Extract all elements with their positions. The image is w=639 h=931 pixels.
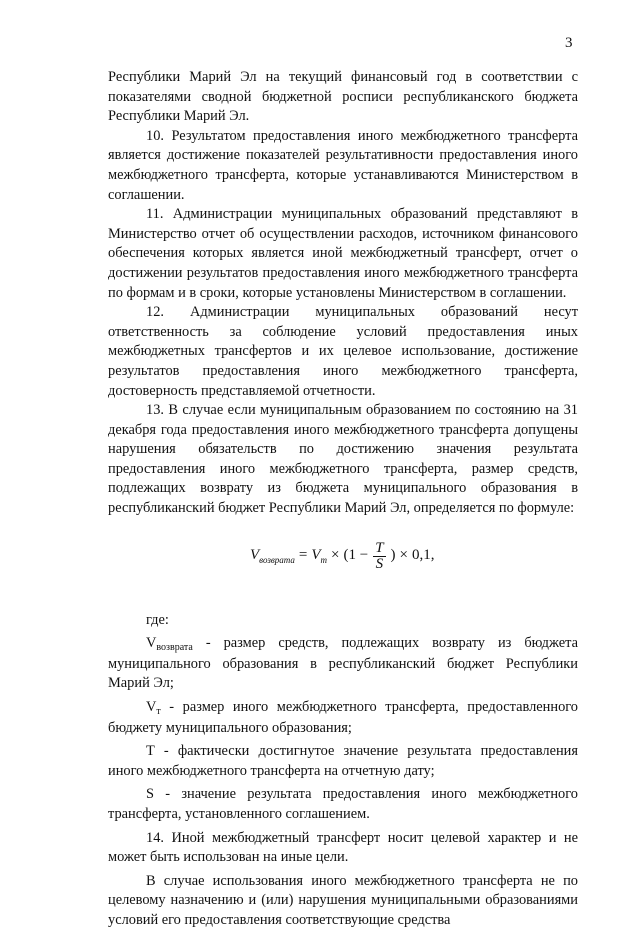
definition-v-return: $V_{возврата}$ - размер средств, подлежащих возврату из бюджета муниципального образования в республиканский бюджет Республики Марий Эл; — [108, 635, 578, 692]
paragraph-11: 11. Администрации муниципальных образований представляют в Министерство отчет об осуществлении расходов, источником финансового обеспечения которых является иной межбюджетный трансферт, отчет о достижении результатов предоставления иного межбюджетного трансферта по формам и в сроки, которые установлены Министерством в соглашении. — [108, 206, 578, 301]
where-label: где: — [146, 611, 169, 628]
paragraph-14: 14. Иной межбюджетный трансферт носит целевой характер и не может быть использован на иные цели. — [108, 829, 578, 866]
formula-times-2: × — [399, 547, 409, 564]
formula-times-1: × — [331, 547, 340, 564]
document-body — [108, 68, 578, 931]
definition-v-transfer: $V_т$ - размер иного межбюджетного трансферта, предоставленного бюджету муниципального образования; — [108, 699, 578, 736]
formula-close-paren: ) — [390, 547, 396, 564]
definition-t: Т - фактически достигнутое значение результата предоставления иного межбюджетного трансферта на отчетную дату; — [108, 743, 578, 779]
paragraph-continuation: Республики Марий Эл на текущий финансовый год в соответствии с показателями сводной бюджетной росписи республиканского бюджета Республики Марий Эл. — [108, 69, 578, 125]
paragraph-14-continued: В случае использования иного межбюджетного трансферта не по целевому назначению и (или) нарушения муниципальными образованиями условий его предоставления соответствующие средства — [108, 872, 578, 928]
formula-v-return: $V_{возврата}$ — [250, 546, 295, 565]
return-amount-formula — [108, 533, 578, 591]
formula-open-paren: (1 − — [343, 547, 369, 564]
paragraph-12: 12. Администрации муниципальных образований несут ответственность за соблюдение условий предоставления иных межбюджетных трансфертов и их целевое использование, достижение результатов предоставления иного межбюджетного трансферта, достоверность представляемой отчетности. — [108, 304, 578, 399]
formula-fraction — [373, 541, 385, 572]
page-number: 3 — [565, 35, 573, 51]
paragraph-10: 10. Результатом предоставления иного межбюджетного трансферта является достижение показателей результативности предоставления иного межбюджетного трансферта, которые устанавливаются Министерством в соглашении. — [108, 127, 578, 203]
formula-denominator: S — [375, 555, 384, 572]
formula-coefficient: 0,1, — [412, 547, 435, 564]
paragraph-13: 13. В случае если муниципальным образованием по состоянию на 31 декабря года предоставления иного межбюджетного трансферта допущены нарушения обязательств по достижению значения результата предоставления иного межбюджетного трансферта, размер средств, подлежащих возврату из бюджета муниципального образования в республиканский бюджет Республики Марий Эл, определяется по формуле: — [108, 402, 578, 517]
formula-v-transfer: $V_т$ — [311, 546, 328, 565]
definition-s: S - значение результата предоставления иного межбюджетного трансферта, установленного соглашением. — [108, 786, 578, 822]
formula-equals: = — [298, 547, 308, 564]
formula-numerator: T — [375, 539, 384, 556]
